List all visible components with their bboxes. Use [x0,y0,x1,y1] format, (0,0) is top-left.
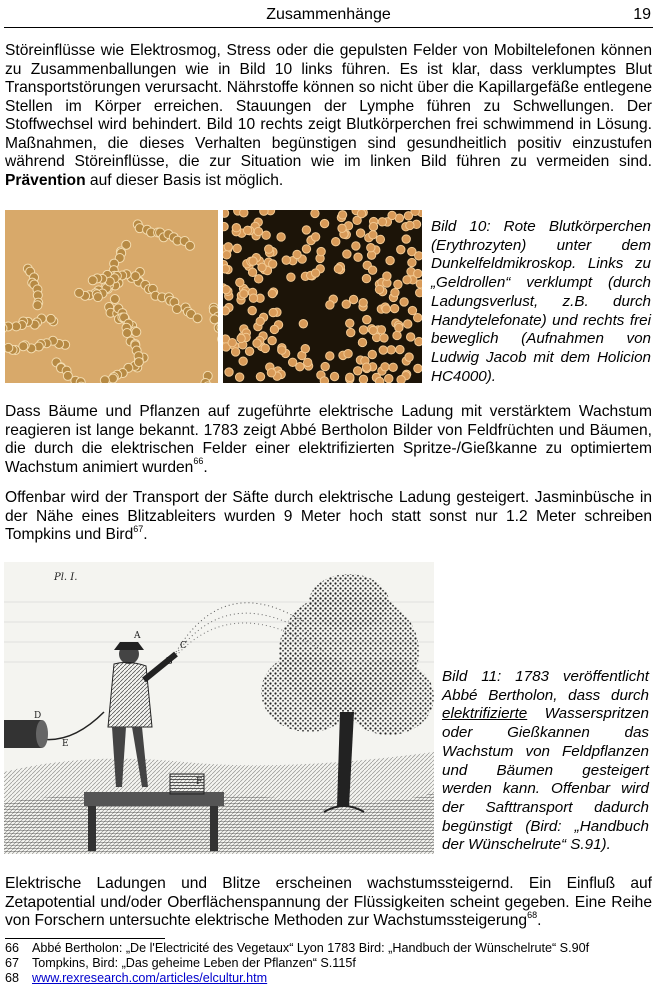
footnote-68-number: 68 [5,971,20,985]
paragraph-2-text: Dass Bäume und Pflanzen auf zugeführte elektrische Ladung mit verstärktem Wachstum reagieren ist lange bekannt. 1783 zeigt Abbé Bertholon Bilder von Feldfrüchten und Bäumen, die durch die elektrischen Felder einer elektrifizierten Spritze-/Gießkanne zu optimiertem Wachstum animiert wurden [5,403,652,476]
running-title: Zusammenhänge [266,6,391,23]
footnote-66 [5,941,589,956]
paragraph-4-tail: . [537,912,542,929]
label-d: D [34,711,42,721]
paragraph-1-tail: auf dieser Basis ist möglich. [85,171,284,189]
footnote-66-number: 66 [5,941,20,955]
free-blood-cells-photo [223,210,422,383]
footnote-ref-68[interactable]: 68 [527,909,538,920]
clumped-cells-svg [5,210,218,383]
label-c: C [180,641,187,651]
label-f: F [196,777,203,787]
label-b: B [166,657,173,667]
footnote-ref-66[interactable]: 66 [193,456,204,467]
paragraph-2 [5,403,652,477]
footnote-68 [5,971,267,986]
footnote-67-text: Tompkins, Bird: „Das geheime Leben der Pflanzen“ S.115f [32,956,356,970]
paragraph-1-bold: Prävention [5,171,86,189]
footnote-66-text: Abbé Bertholon: „De l'Electricité des Vegetaux“ Lyon 1783 Bird: „Handbuch der Wünschelrute“ S.90f [32,941,590,955]
clumped-blood-cells-photo [5,210,218,383]
paragraph-4 [5,875,652,931]
page-number: 19 [633,6,651,23]
paragraph-1 [5,42,652,190]
bertholon-engraving [4,562,434,854]
label-a: A [134,631,141,641]
paragraph-3-tail: . [143,526,148,543]
free-cells-svg [223,210,422,383]
figure-11-caption-start: Bild 11: 1783 veröffentlicht Abbé Bertholon, dass durch [442,668,649,704]
footnote-rule [5,938,165,939]
figure-11-caption [442,668,649,855]
footnote-68-link[interactable]: www.rexresearch.com/articles/elcultur.htm [32,971,268,985]
engraving-svg [4,562,434,854]
figure-11-caption-underlined: elektrifizierte [442,705,528,723]
header-rule [4,27,653,28]
plate-label: Pl. I. [54,572,78,583]
paragraph-3-text: Offenbar wird der Transport der Säfte durch elektrische Ladung gesteigert. Jasminbüsche in der Nähe eines Blitzableiters wurden 9 Meter hoch statt sonst nur 1.2 Meter schreiben Tompkins und Bird [5,489,652,543]
figure-10-caption: Bild 10: Rote Blutkörperchen (Erythrozyten) unter dem Dunkelfeldmikroskop. Links zu „Geldrollen“ verklumpt (durch Ladungsverlust, z.B. durch Handytelefonate) und rechts frei beweglich (Aufnahmen von Ludwig Jacob mit dem Holicion HC4000). [431,218,651,385]
paragraph-1-text: Störeinflüsse wie Elektrosmog, Stress oder die gepulsten Felder von Mobiltelefonen können zu Zusammenballungen wie in Bild 10 links führen. Es ist klar, dass verklumptes Blut Transportstörungen verursacht. Nährstoffe können so nicht über die Kapillargefäße entlegene Stellen im Körper erreichen. Stauungen der Lymphe führen zu Schwellungen. Der Stoffwechsel wird behindert. Bild 10 rechts zeigt Blutkörperchen frei schwimmend in Lösung. Maßnahmen, die dieses Verhalten begünstigen sind gesundheitlich positiv einzustufen während Störeinflüsse, die zur Situation wie im linken Bild führen zu vermeiden sind. [5,42,652,170]
paragraph-4-text: Elektrische Ladungen und Blitze erscheinen wachstumssteigernd. Ein Einfluß auf Zetapotential und/oder Oberflächenspannung der Flüssigkeiten scheint gegeben. Eine Reihe von Forschern untersuchte elektrische Methoden zur Wachstumssteigerung [5,875,652,929]
figure-11-caption-end: Wasserspritzen oder Gießkannen das Wachstum von Feldpflanzen und Bäumen gesteigert werden kann. Offenbar wird der Safttransport dadurch begünstigt (Bird: „Handbuch der Wünschelrute“ S.91). [442,705,649,854]
footnote-67 [5,956,356,971]
label-e: E [62,739,69,749]
paragraph-3 [5,489,652,545]
paragraph-2-tail: . [203,458,208,476]
footnote-67-number: 67 [5,956,20,970]
footnote-ref-67[interactable]: 67 [133,523,144,534]
page-header [0,6,657,26]
